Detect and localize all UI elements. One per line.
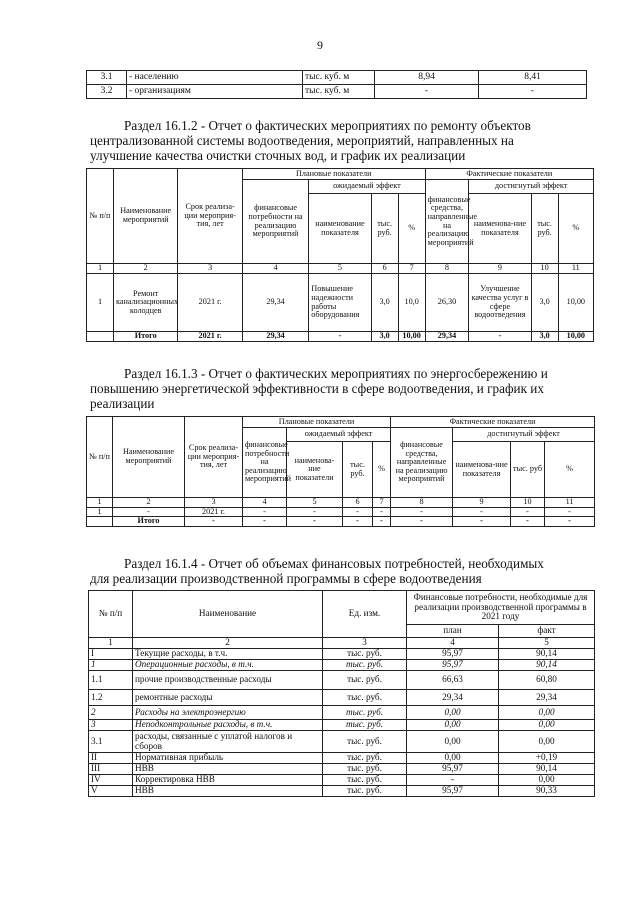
table-row: II Нормативная прибыль тыс. руб. 0,00 +0,19	[89, 753, 595, 764]
table-row: 1 Операционные расходы, в т.ч. тыс. руб. 95,97 90,14	[89, 660, 595, 671]
table-row: 3 Неподконтрольные расходы, в т.ч. тыс. руб. 0,00 0,00	[89, 720, 595, 731]
table-row: V НВВ тыс. руб. 95,97 90,33	[89, 786, 595, 797]
page-number: 9	[317, 38, 323, 52]
column-numbers-row: 1 2 3 4 5	[89, 638, 595, 649]
table-row: III НВВ тыс. руб. 95,97 90,14	[89, 764, 595, 775]
energy-saving-table: № п/п Наименование мероприятий Срок реализа-ции мероприя-тия, лет Плановые показатели Фактические показатели финансовые потребности на реализацию мероприятий ожидаемый эффект финансовые средства, направленные на реализацию мероприятий достигнутый эффект наименова-ние показатели тыс. руб. % наименова-ние показателя тыс. руб % 1 2 3 4 5 6 7 8 9 10 11 1 - 2021 г. - - - - - - - - Итого - - - - - - - - -	[86, 416, 595, 527]
continuation-table	[86, 70, 587, 99]
table-row: 1.1 прочие производственные расходы тыс. руб. 66,63 60,80	[89, 671, 595, 690]
table-row: 3.1 - населению тыс. куб. м 8,94 8,41	[87, 71, 587, 85]
table-row: 1 - 2021 г. - - - - - - - -	[87, 507, 595, 517]
total-row: Итого - - - - - - - - -	[87, 517, 595, 527]
table-row: I Текущие расходы, в т.ч. тыс. руб. 95,97 90,14	[89, 649, 595, 660]
table-row: 3.2 - организациям тыс. куб. м - -	[87, 85, 587, 99]
column-numbers-row: 1 2 3 4 5 6 7 8 9 10 11	[87, 264, 594, 274]
repair-measures-table: № п/п Наименование мероприятий Срок реализа-ции мероприя-тия, лет Плановые показатели Фактические показатели финансовые потребности на реализацию мероприятий ожидаемый эффект финансовые средства, направленные на реализацию мероприятий достигнутый эффект наименование показателя тыс. руб. % наименова-ние показателя тыс. руб. % 1 2 3 4 5 6 7 8 9 10 11 1 Ремонт канализационных колодцев 2021 г. 29,34 Повышение надежности работы оборудования 3,0 10,0 26,30 Улучшение качества услуг в сфере водоотведения 3,0 10,00 Итого 2021 г. 29,34 - 3,0 10,00 29,34 - 3,0 10,00	[86, 168, 594, 342]
financial-needs-body	[89, 649, 595, 797]
column-numbers-row: 1 2 3 4 5 6 7 8 9 10 11	[87, 498, 595, 508]
table-row: IV Корректировка НВВ тыс. руб. - 0,00	[89, 775, 595, 786]
section-heading-16-1-4: Раздел 16.1.4 - Отчет об объемах финансовых потребностей, необходимых для реализации производственной программы в сфере водоотведения	[90, 556, 544, 586]
table-row: 1.2 ремонтные расходы тыс. руб. 29,34 29,34	[89, 690, 595, 706]
section-heading-16-1-3: Раздел 16.1.3 - Отчет о фактических мероприятиях по энергосбережению и повышению энергетической эффективности в сфере водоотведения, и график их реализации	[90, 366, 548, 411]
total-row: Итого 2021 г. 29,34 - 3,0 10,00 29,34 - 3,0 10,00	[87, 332, 594, 342]
financial-needs-table: № п/п Наименование Ед. изм. Финансовые потребности, необходимые для реализации производственной программы в 2021 году план факт 1 2 3 4 5 I Текущие расходы, в т.ч. тыс. руб. 95,97 90,14 1 Операционные расходы, в т.ч. тыс. руб. 95,97 90,14 1.1 прочие производственные расходы тыс. руб. 66,63 60,80 1.2 ремонтные расходы тыс. руб. 29,34 29,34 2 Расходы на электроэнергию тыс. руб. 0,00 0,00 3 Неподконтрольные расходы, в т.ч. тыс. руб. 0,00 0,00 3.1 расходы, связанные с уплатой налогов и сборов тыс. руб. 0,00 0,00 II Нормативная прибыль тыс. руб. 0,00 +0,19 III НВВ тыс. руб. 95,97 90,14 IV Корректировка НВВ тыс. руб. - 0,00 V НВВ тыс. руб. 95,97 90,33	[88, 590, 595, 797]
section-heading-16-1-2: Раздел 16.1.2 - Отчет о фактических мероприятиях по ремонту объектов централизованной системы водоотведения, мероприятий, направленных на улучшение качества очистки сточных вод, и график их реализации	[90, 118, 531, 163]
table-row: 3.1 расходы, связанные с уплатой налогов и сборов тыс. руб. 0,00 0,00	[89, 731, 595, 753]
table-row: 1 Ремонт канализационных колодцев 2021 г. 29,34 Повышение надежности работы оборудования 3,0 10,0 26,30 Улучшение качества услуг в сфере водоотведения 3,0 10,00	[87, 274, 594, 332]
table-row: 2 Расходы на электроэнергию тыс. руб. 0,00 0,00	[89, 706, 595, 720]
